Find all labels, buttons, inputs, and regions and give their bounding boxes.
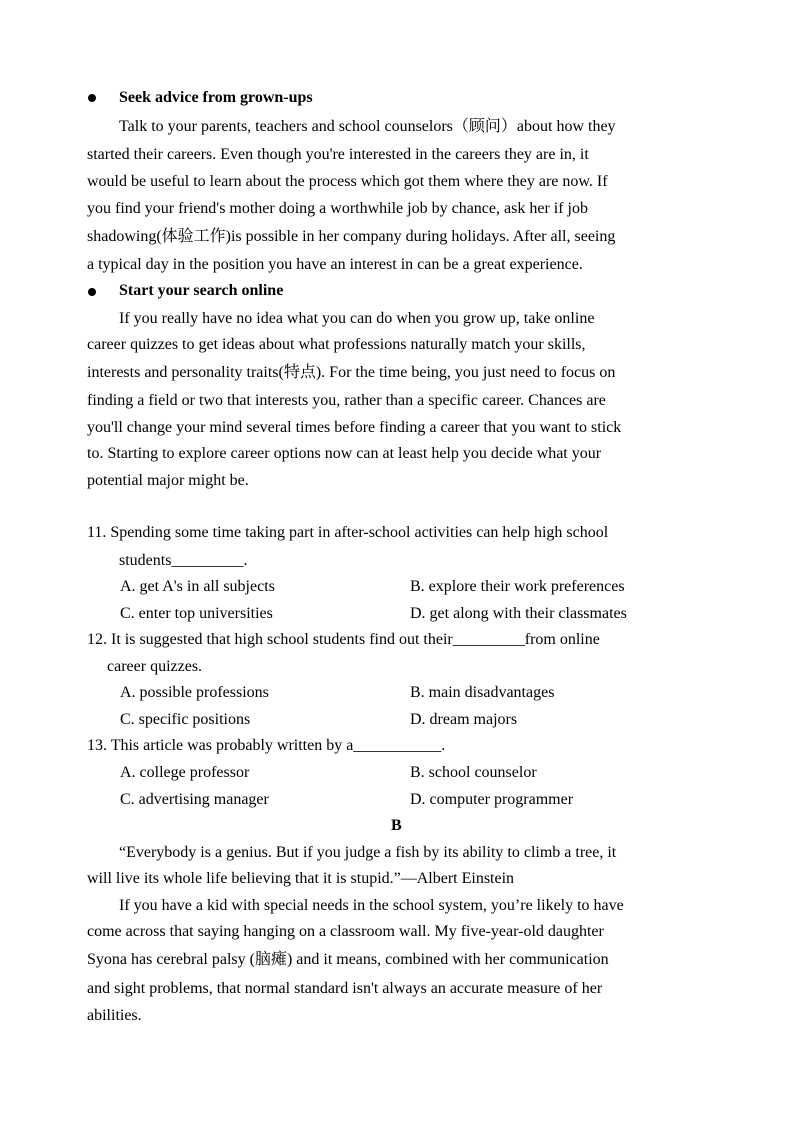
question-11-stem: 11. Spending some time taking part in after-school activities can help high school — [87, 524, 609, 541]
question-12-stem: 12. It is suggested that high school students find out their_________from online — [87, 631, 600, 648]
question-11-option-b: B. explore their work preferences — [410, 578, 625, 595]
section-heading-online: Start your search online — [119, 282, 284, 299]
question-12-option-d: D. dream majors — [410, 711, 518, 728]
question-13-option-a: A. college professor — [120, 764, 250, 781]
paragraph-line: and sight problems, that normal standard isn't always an accurate measure of her — [87, 980, 603, 997]
question-11-stem-cont: students_________. — [119, 552, 248, 569]
question-12-option-b: B. main disadvantages — [410, 684, 555, 701]
question-13-option-d: D. computer programmer — [410, 791, 574, 808]
section-b-label: B — [391, 817, 402, 834]
question-11-option-d: D. get along with their classmates — [410, 605, 627, 622]
question-12-option-a: A. possible professions — [120, 684, 269, 701]
paragraph-line: Syona has cerebral palsy (脑瘫) and it means, combined with her communication — [87, 951, 609, 968]
paragraph-line: you'll change your mind several times before finding a career that you want to stick — [87, 419, 622, 436]
question-13-option-c: C. advertising manager — [120, 791, 269, 808]
quote-line: will live its whole life believing that it is stupid.”—Albert Einstein — [87, 870, 515, 887]
paragraph-line: career quizzes to get ideas about what professions naturally match your skills, — [87, 336, 586, 353]
question-11-option-c: C. enter top universities — [120, 605, 273, 622]
section-heading-advice: Seek advice from grown-ups — [119, 89, 313, 106]
paragraph-line: a typical day in the position you have an interest in can be a great experience. — [87, 256, 583, 273]
quote-line: “Everybody is a genius. But if you judge a fish by its ability to climb a tree, it — [119, 844, 617, 861]
paragraph-line: would be useful to learn about the process which got them where they are now. If — [87, 173, 608, 190]
paragraph-line: to. Starting to explore career options now can at least help you decide what your — [87, 445, 602, 462]
question-12-stem-cont: career quizzes. — [107, 658, 203, 675]
paragraph-line: If you really have no idea what you can do when you grow up, take online — [119, 310, 595, 327]
question-12-option-c: C. specific positions — [120, 711, 251, 728]
paragraph-line: If you have a kid with special needs in the school system, you’re likely to have — [119, 897, 624, 914]
paragraph-line: abilities. — [87, 1007, 142, 1024]
paragraph-line: shadowing(体验工作)is possible in her company during holidays. After all, seeing — [87, 228, 616, 245]
bullet-icon — [88, 94, 96, 102]
paragraph-line: potential major might be. — [87, 472, 249, 489]
question-11-option-a: A. get A's in all subjects — [120, 578, 275, 595]
question-13-option-b: B. school counselor — [410, 764, 537, 781]
paragraph-line: you find your friend's mother doing a worthwhile job by chance, ask her if job — [87, 200, 588, 217]
paragraph-line: Talk to your parents, teachers and school counselors（顾问）about how they — [119, 118, 616, 135]
bullet-icon — [88, 288, 96, 296]
paragraph-line: come across that saying hanging on a classroom wall. My five-year-old daughter — [87, 923, 604, 940]
paragraph-line: started their careers. Even though you're interested in the careers they are in, it — [87, 146, 589, 163]
paragraph-line: finding a field or two that interests you, rather than a specific career. Chances are — [87, 392, 606, 409]
question-13-stem: 13. This article was probably written by a___________. — [87, 737, 446, 754]
paragraph-line: interests and personality traits(特点). For the time being, you just need to focus on — [87, 364, 616, 381]
